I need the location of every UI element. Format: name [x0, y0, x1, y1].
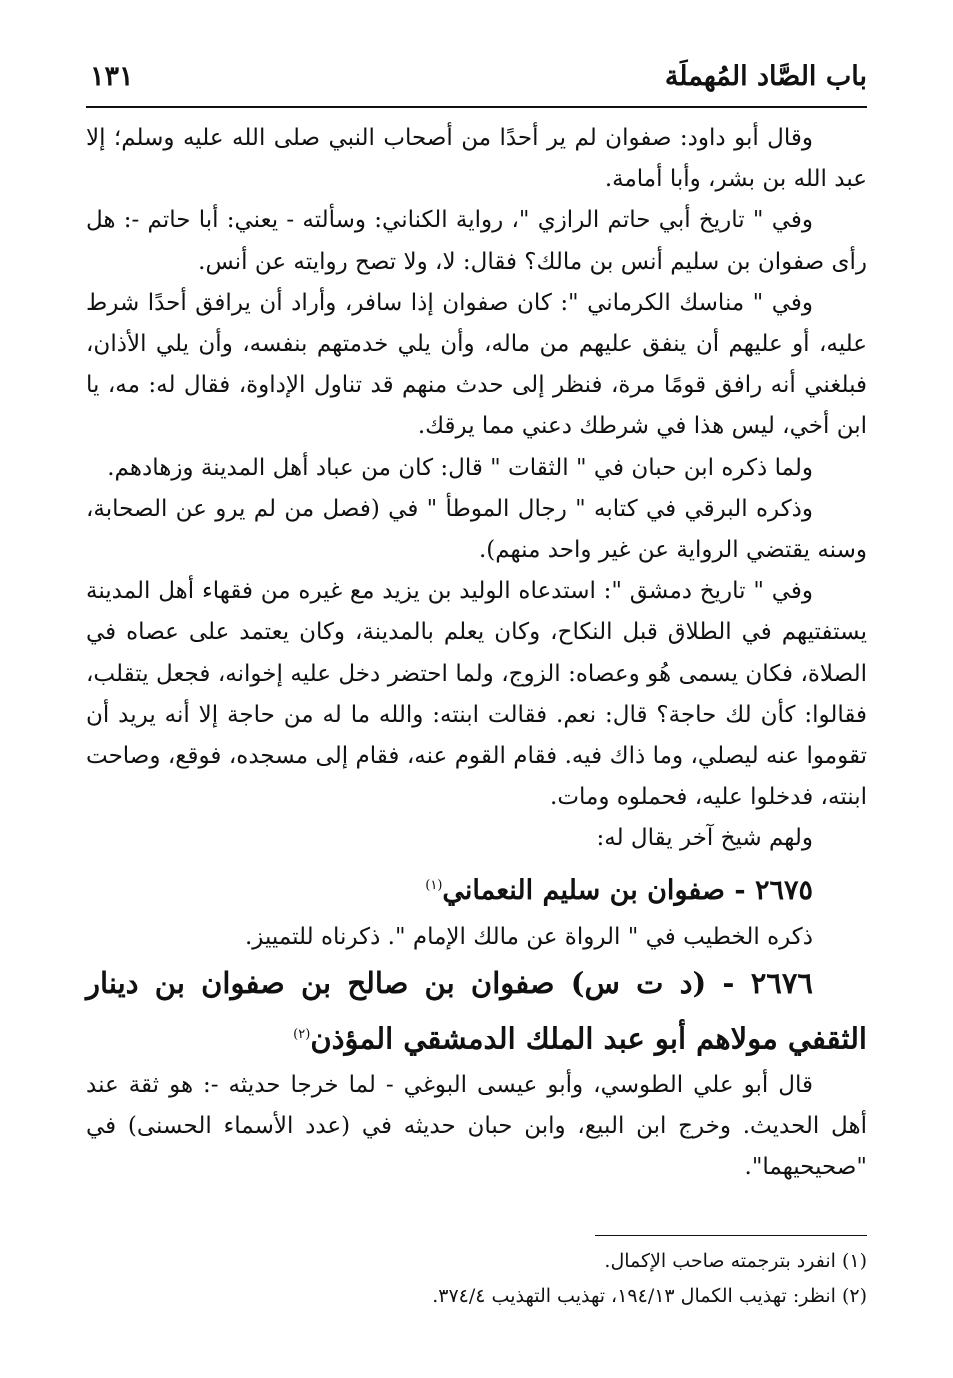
footnote-2: (٢) انظر: تهذيب الكمال ١٩٤/١٣، تهذيب التهذيب ٣٧٤/٤. [432, 1285, 867, 1307]
chapter-title: باب الصَّاد المُهملَة [664, 60, 867, 92]
entry-title-2675: ٢٦٧٥ - صفوان بن سليم النعماني [442, 874, 813, 906]
main-text [86, 118, 867, 1188]
paragraph-abu-dawud: وقال أبو داود: صفوان لم ير أحدًا من أصحاب النبي صلى الله عليه وسلم؛ إلا عبد الله بن بشر، وأبا أمامة. [86, 125, 867, 193]
footnotes [86, 1244, 867, 1314]
page-number: ١٣١ [90, 60, 134, 92]
paragraph-karmani: وفي " مناسك الكرماني ": كان صفوان إذا سافر، وأراد أن يرافق أحدًا شرط عليه، أو عليهم أن ينفق عليهم من ماله، وأن يلي خدمتهم بنفسه، وأن يلي الأذان، فبلغني أنه رافق قومًا مرة، فنظر إلى حدث منهم قد تناول الإداوة، فقال له: مه، يا ابن أخي، ليس هذا في شرطك دعني مما يرقك. [86, 289, 867, 440]
paragraph-barqi: وذكره البرقي في كتابه " رجال الموطأ " في (فصل من لم يرو عن الصحابة، وسنه يقتضي الرواية عن غير واحد منهم). [86, 495, 867, 564]
footnote-ref-2: (٢) [293, 1026, 311, 1042]
paragraph-ibn-hibban: ولما ذكره ابن حبان في " الثقات " قال: كان من عباد أهل المدينة وزهادهم. [107, 454, 813, 481]
running-header [90, 58, 867, 94]
paragraph-tusi: قال أبو علي الطوسي، وأبو عيسى البوغي - لما خرجا حديثه -: هو ثقة عند أهل الحديث. وخرج ابن البيع، وابن حبان حديثه في (عدد الأسماء الحسنى) في "صحيحيهما". [86, 1071, 867, 1180]
paragraph-tarikh-dimashq: وفي " تاريخ دمشق ": استدعاه الوليد بن يزيد مع غيره من فقهاء أهل المدينة يستفتيهم في الطلاق قبل النكاح، وكان يعلم بالمدينة، وكان يعتمد على عصاه في الصلاة، فكان يسمى هُو وعصاه: الزوج، ولما احتضر دخل عليه إخوانه، فجعل يتقلب، فقالوا: كأن لك حاجة؟ قال: نعم. فقالت ابنته: والله ما له من حاجة إلا أنه يريد أن تقوموا عنه ليصلي، وما ذاك فيه. فقام القوم عنه، فقام إلى مسجده، فوقع، وصاحت ابنته، فدخلوا عليه، فحملوه ومات. [86, 578, 867, 811]
footnote-divider [595, 1235, 867, 1236]
paragraph-abi-hatim: وفي " تاريخ أبي حاتم الرازي "، رواية الكناني: وسألته - يعني: أبا حاتم -: هل رأى صفوان بن سليم أنس بن مالك؟ فقال: لا، ولا تصح روايته عن أنس. [86, 207, 867, 275]
footnote-1: (١) انفرد بترجمته صاحب الإكمال. [604, 1250, 867, 1272]
entry-heading-2676 [86, 958, 867, 1065]
entry-heading-2675 [86, 860, 867, 917]
header-divider [86, 106, 867, 108]
entry-title-2676: ٢٦٧٦ - (د ت س) صفوان بن صالح بن صفوان بن دينار الثقفي مولاهم أبو عبد الملك الدمشقي المؤذن [86, 965, 867, 1056]
paragraph-khatib: ذكره الخطيب في " الرواة عن مالك الإمام ". ذكرناه للتمييز. [244, 923, 813, 950]
paragraph-another-shaykh: ولهم شيخ آخر يقال له: [596, 825, 813, 852]
footnote-ref-1: (١) [425, 877, 443, 893]
